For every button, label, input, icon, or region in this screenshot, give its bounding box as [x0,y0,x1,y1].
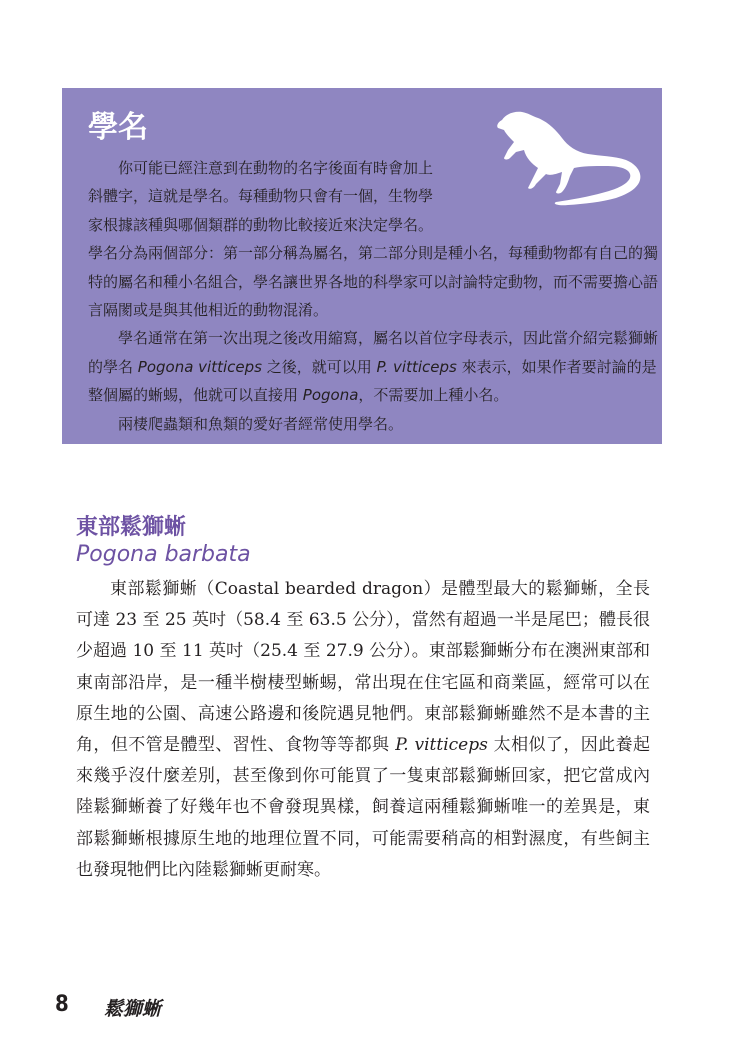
sidebar-paragraph-4: 兩棲爬蟲類和魚類的愛好者經常使用學名。 [118,414,404,433]
body-text-run: 太相似了，因此養起來幾乎沒什麼差別，甚至像到你可能買了一隻東部鬆獅蜥回家，把它當成內陸鬆獅蜥養了好幾年也不會發現異樣，飼養這兩種鬆獅蜥唯一的差異是，東部鬆獅蜥根據原生地的地理位置不同，可能需要稍高的相對濕度，有些飼主也發現牠們比內陸鬆獅蜥更耐寒。 [76,735,650,880]
sidebar-title: 學名 [88,110,148,145]
sidebar-box [62,88,662,444]
sidebar-body [88,154,666,438]
sidebar-paragraph-2: 學名分為兩個部分：第一部分稱為屬名，第二部分則是種小名，每種動物都有自己的獨特的屬名和種小名組合，學名讓世界各地的科學家可以討論特定動物，而不需要擔心語言隔閡或是與其他相近的動物混淆。 [88,244,659,320]
section-body [76,574,650,886]
scientific-name: Pogona [302,386,359,405]
scientific-name: P. vitticeps [376,357,457,376]
sidebar-text-run: 來表示，如果作者要討論的是整個屬的蜥蜴，他就可以直接用 [88,357,657,405]
sidebar-text-run: 學名通常在第一次出現之後改用縮寫，屬名以首位字母表示，因此當介紹完鬆獅蜥的學名 [88,329,659,376]
sidebar-paragraph-1-line-1: 你可能已經注意到在動物的名字後面有時會加上 [118,159,434,177]
sidebar-paragraph-1-line-3: 家根據該種與哪個類群的動物比較接近來決定學名。 [88,215,434,234]
body-paragraph [76,574,650,886]
sidebar-paragraph-3 [88,324,666,409]
scientific-name: Pogona vitticeps [137,357,262,376]
scientific-name: P. vitticeps [395,735,488,756]
section-scientific-name: Pogona barbata [76,542,251,567]
body-text-run: 東部鬆獅蜥（Coastal bearded dragon）是體型最大的鬆獅蜥，全長可達 23 至 25 英吋（58.4 至 63.5 公分），當然有超過一半是尾巴；體長很少超過 10 至 11 英吋（25.4 至 27.9 公分）。東部鬆獅蜥分布在澳洲東部和東南部沿岸，是一種半樹棲型蜥蜴，常出現在住宅區和商業區，經常可以在原生地的公園、高速公路邊和後院遇見牠們。東部鬆獅蜥雖然不是本書的主角，但不管是體型、習性、食物等等都與 [76,579,650,756]
sidebar-paragraph-1-line-2: 斜體字，這就是學名。每種動物只會有一個，生物學 [88,187,434,206]
sidebar-text-run: ，不需要加上種小名。 [358,386,509,405]
running-head: 鬆獅蜥 [104,998,162,1020]
page-number: 8 [55,992,69,1017]
section-heading: 東部鬆獅蜥 [76,515,187,540]
sidebar-text-run: 之後，就可以用 [261,357,377,376]
